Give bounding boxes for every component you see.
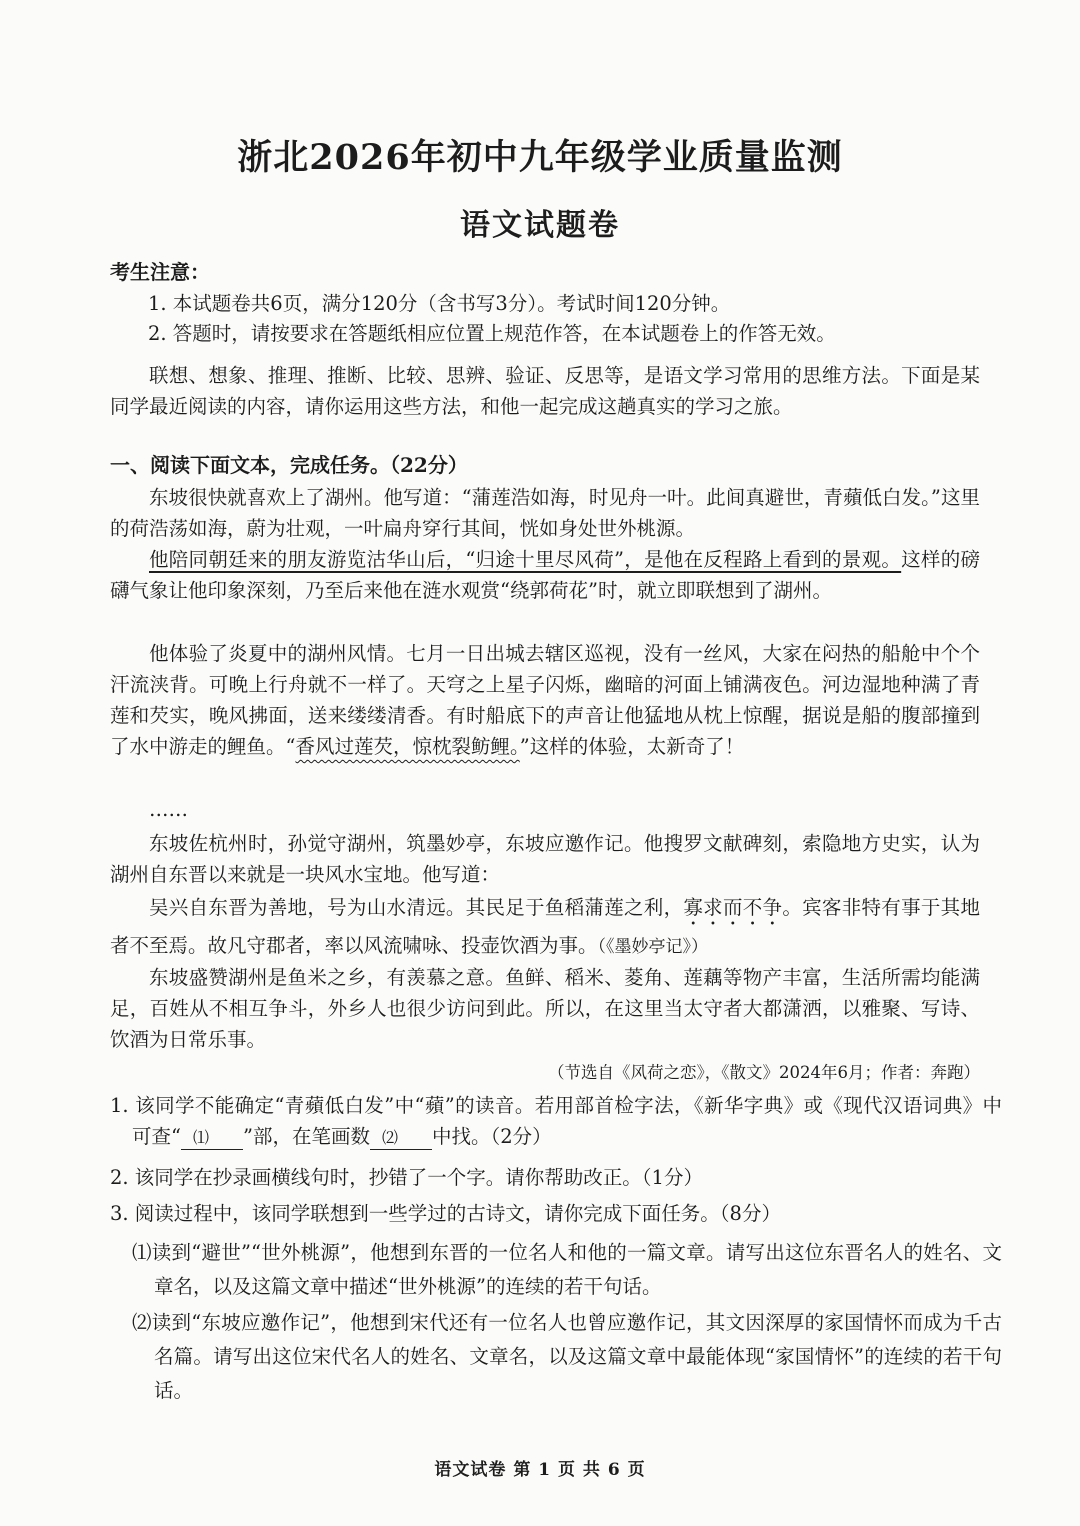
- passage-paragraph-4: 东坡佐杭州时，孙觉守湖州，筑墨妙亭，东坡应邀作记。他搜罗文献碑刻，索隐地方史实，认为湖州自东晋以来就是一块风水宝地。他写道：: [110, 832, 980, 886]
- wavy-underlined-verse: 香风过莲芡，惊枕裂鲂鲤。: [295, 735, 520, 758]
- notice-item-1: 1. 本试题卷共6页，满分120分（含书写3分）。考试时间120分钟。: [148, 292, 731, 315]
- passage-paragraph-6: 东坡盛赞湖州是鱼米之乡，有羡慕之意。鱼鲜、稻米、菱角、莲藕等物产丰富，生活所需均能满足，百姓从不相互争斗，外乡人也很少访问到此。所以，在这里当太守者大都潇洒，以雅聚、写诗、饮酒为日常乐事。: [110, 966, 980, 1051]
- notice-heading: 考生注意：: [110, 260, 210, 284]
- passage-source: （节选自《风荷之恋》，《散文》2024年6月；作者：奔跑）: [548, 1063, 980, 1082]
- notice-item-2: 2. 答题时，请按要求在答题纸相应位置上规范作答，在本试题卷上的作答无效。: [148, 322, 836, 345]
- passage-classical-quote: 吴兴自东晋为善地，号为山水清远。其民足于鱼稻蒲莲之利，寡求而不争。宾客非特有事于其地者不至焉。故凡守郡者，率以风流啸咏、投壶饮酒为事。（《墨妙亭记》）: [110, 896, 980, 957]
- question-3: 3. 阅读过程中，该同学联想到一些学过的古诗文，请你完成下面任务。（8分）: [110, 1202, 781, 1225]
- answer-blank-1: ⑴: [181, 1127, 243, 1150]
- dotted-phrase: 寡求而不争: [683, 896, 783, 919]
- question-1: 1. 该同学不能确定“青蘋低白发”中“蘋”的读音。若用部首检字法，《新华字典》或《现代汉语词典》中可查“ ⑴ ”部，在笔画数 ⑵ 中找。（2分）: [110, 1094, 1002, 1148]
- page-footer: 语文试卷 第 1 页 共 6 页: [434, 1460, 646, 1480]
- question-3-part-1: ⑴读到“避世”“世外桃源”，他想到东晋的一位名人和他的一篇文章。请写出这位东晋名人的姓名、文章名，以及这篇文章中描述“世外桃源”的连续的若干句话。: [132, 1241, 1002, 1298]
- underlined-sentence: 他陪同朝廷来的朋友游览沽华山后，“归途十里尽风荷”，是他在反程路上看到的景观。: [149, 548, 902, 571]
- passage-paragraph-1: 东坡很快就喜欢上了湖州。他写道：“蒲莲浩如海，时见舟一叶。此间真避世，青蘋低白发。”这里的荷浩荡如海，蔚为壮观，一叶扁舟穿行其间，恍如身处世外桃源。: [110, 486, 980, 540]
- passage-paragraph-3: 他体验了炎夏中的湖州风情。七月一日出城去辖区巡视，没有一丝风，大家在闷热的船舱中个个汗流浃背。可晚上行舟就不一样了。天穹之上星子闪烁，幽暗的河面上铺满夜色。河边湿地种满了青莲和芡实，晚风拂面，送来缕缕清香。有时船底下的声音让他猛地从枕上惊醒，据说是船的腹部撞到了水中游走的鲤鱼。“香风过莲芡，惊枕裂鲂鲤。”这样的体验，太新奇了！: [110, 642, 980, 758]
- section-1-heading: 一、阅读下面文本，完成任务。（22分）: [110, 453, 468, 477]
- question-3-part-2: ⑵读到“东坡应邀作记”，他想到宋代还有一位名人也曾应邀作记，其文因深厚的家国情怀而成为千古名篇。请写出这位宋代名人的姓名、文章名，以及这篇文章中最能体现“家国情怀”的连续的若干句话。: [132, 1311, 1002, 1402]
- passage-paragraph-2: 他陪同朝廷来的朋友游览沽华山后，“归途十里尽风荷”，是他在反程路上看到的景观。这样的磅礴气象让他印象深刻，乃至后来他在涟水观赏“绕郭荷花”时，就立即联想到了湖州。: [110, 548, 980, 602]
- question-2: 2. 该同学在抄录画横线句时，抄错了一个字。请你帮助改正。（1分）: [110, 1166, 703, 1189]
- intro-paragraph: 联想、想象、推理、推断、比较、思辨、验证、反思等，是语文学习常用的思维方法。下面是某同学最近阅读的内容，请你运用这些方法，和他一起完成这趟真实的学习之旅。: [110, 364, 980, 418]
- answer-blank-2: ⑵: [370, 1127, 432, 1150]
- exam-title: 浙北2026年初中九年级学业质量监测: [237, 137, 843, 178]
- paper-subtitle: 语文试题卷: [460, 208, 620, 243]
- passage-ellipsis: ……: [149, 798, 188, 821]
- quote-source: （《墨妙亭记》）: [597, 937, 709, 957]
